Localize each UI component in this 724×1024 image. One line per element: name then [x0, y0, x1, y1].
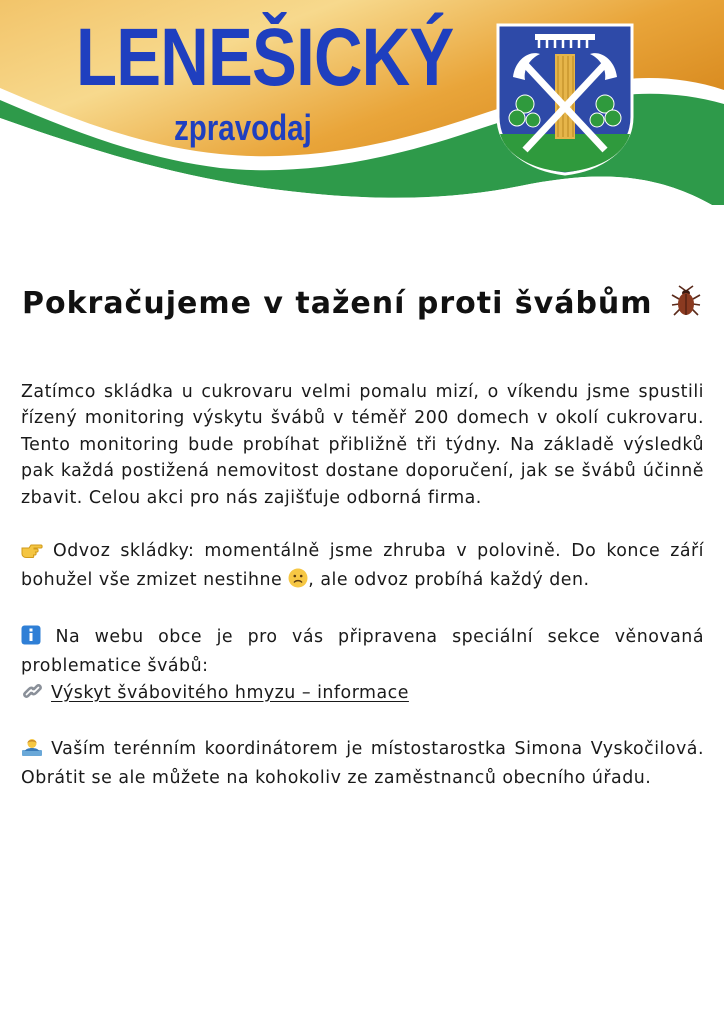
coordinator-text: Vaším terénním koordinátorem je místostarostka Simona Vyskočilová. Obrátit se ale můžete na kohokoliv ze zaměstnanců obecního úřadu.	[21, 739, 704, 789]
web-link-line	[21, 680, 704, 709]
sad-face-icon	[288, 568, 308, 596]
intro-paragraph: Zatímco skládka u cukrovaru velmi pomalu mizí, o víkendu jsme spustili řízený monitoring výskytu švábů v téměř 200 domech v okolí cukrovaru. Tento monitoring bude probíhat přibližně tři týdny. Na základě výsledků pak každá postižená nemovitost dostane doporučení, jak se švábů účinně zbavit. Celou akci pro nás zajišťuje odborná firma.	[21, 382, 704, 508]
newsletter-header	[0, 0, 724, 215]
cockroach-info-link[interactable]: Výskyt švábovitého hmyzu – informace	[51, 682, 409, 703]
web-paragraph	[21, 624, 704, 680]
office-worker-icon	[21, 737, 43, 765]
lenesice-coat-of-arms-icon	[495, 22, 635, 177]
masthead-title: LENEŠICKÝ	[76, 12, 454, 103]
coordinator-paragraph	[21, 736, 704, 792]
masthead-subtitle: zpravodaj	[174, 107, 312, 148]
removal-paragraph	[21, 538, 704, 597]
article-title	[0, 282, 724, 330]
web-text: Na webu obce je pro vás připravena speciální sekce věnovaná problematice švábů:	[21, 626, 704, 677]
pointing-hand-icon	[21, 541, 43, 567]
info-icon	[21, 625, 41, 653]
removal-text-start: Odvoz skládky: momentálně jsme zhruba v polovině. Do konce září bohužel vše zmizet nestihne	[21, 541, 704, 591]
article-title-text: Pokračujeme v tažení proti švábům	[21, 286, 653, 321]
link-icon	[21, 681, 45, 709]
removal-text-end: , ale odvoz probíhá každý den.	[308, 570, 590, 591]
article-body	[21, 379, 704, 792]
cockroach-icon	[670, 285, 702, 330]
